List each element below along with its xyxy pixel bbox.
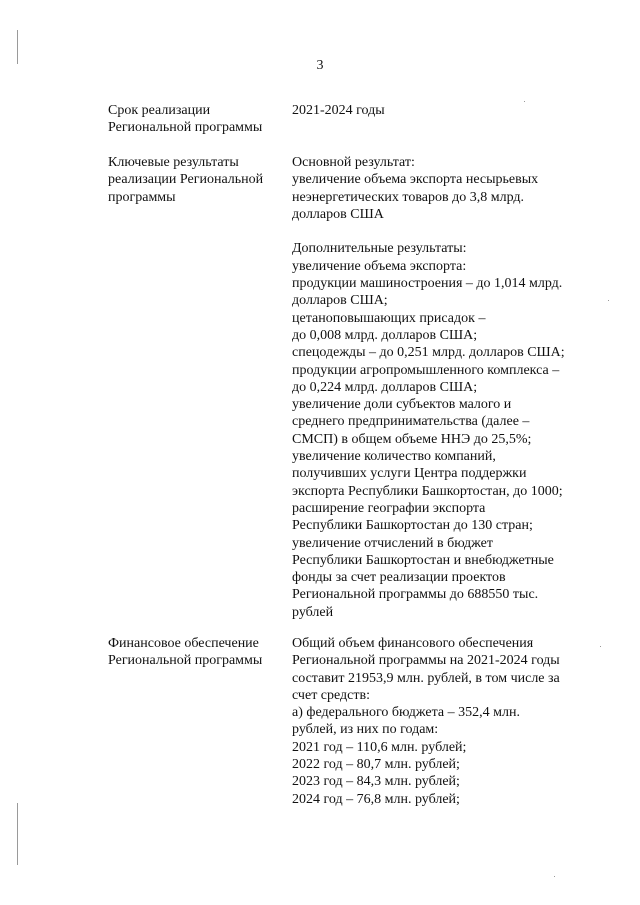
value-line: экспорта Республики Башкортостан, до 1000;	[292, 483, 563, 499]
value-line: получивших услуги Центра поддержки	[292, 466, 527, 482]
value-line: неэнергетических товаров до 3,8 млрд.	[292, 189, 525, 205]
value-line: фонды за счет реализации проектов	[292, 570, 506, 586]
value-line: увеличение доли субъектов малого и	[292, 397, 512, 413]
value-line: увеличение количество компаний,	[292, 449, 496, 465]
row-value	[292, 154, 612, 621]
value-line: долларов США;	[292, 293, 388, 309]
value-line: 2021-2024 годы	[292, 103, 385, 118]
value-line: Дополнительные результаты:	[292, 241, 467, 257]
value-line: продукции машиностроения – до 1,014 млрд.	[292, 276, 563, 292]
row-label	[108, 102, 288, 137]
page-number: 3	[316, 58, 324, 73]
value-line: рублей	[292, 604, 334, 620]
scan-speck	[554, 876, 555, 877]
value-line: Республики Башкортостан до 130 стран;	[292, 518, 533, 534]
label-line: Региональной программы	[108, 653, 263, 669]
row-value	[292, 635, 612, 808]
label-line: Финансовое обеспечение	[108, 636, 259, 651]
value-line: Региональной программы до 688550 тыс.	[292, 587, 539, 603]
label-line: Региональной программы	[108, 120, 263, 136]
value-line: увеличение отчислений в бюджет	[292, 535, 493, 551]
row-label	[108, 635, 288, 670]
label-line: Срок реализации	[108, 103, 211, 118]
label-line: реализации Региональной	[108, 172, 264, 188]
value-line: долларов США	[292, 206, 384, 222]
value-line: цетаноповышающих присадок –	[292, 310, 486, 326]
label-line: Ключевые результаты	[108, 155, 239, 170]
value-line: увеличение объема экспорта:	[292, 258, 467, 274]
value-line: Основной результат:	[292, 155, 415, 170]
value-line: Региональной программы на 2021-2024 годы	[292, 653, 560, 669]
value-line: Общий объем финансового обеспечения	[292, 636, 534, 651]
value-line: СМСП) в общем объеме ННЭ до 25,5%;	[292, 431, 532, 447]
value-line: счет средств:	[292, 687, 371, 703]
value-line: спецодежды – до 0,251 млрд. долларов США;	[292, 345, 565, 361]
value-line: а) федерального бюджета – 352,4 млн.	[292, 705, 520, 721]
label-line: программы	[108, 189, 176, 205]
row-value	[292, 102, 612, 119]
value-line: рублей, из них по годам:	[292, 722, 439, 738]
value-line: до 0,224 млрд. долларов США;	[292, 379, 478, 395]
value-line: среднего предпринимательства (далее –	[292, 414, 530, 430]
scan-edge-mark-bottom	[17, 803, 18, 865]
paragraph-gap	[292, 223, 612, 240]
value-line: расширение географии экспорта	[292, 500, 486, 516]
value-line: 2022 год – 80,7 млн. рублей;	[292, 757, 460, 773]
value-line: составит 21953,9 млн. рублей, в том числе за	[292, 670, 560, 686]
value-line: 2023 год – 84,3 млн. рублей;	[292, 774, 460, 790]
value-line: 2024 год – 76,8 млн. рублей;	[292, 791, 460, 807]
value-line: продукции агропромышленного комплекса –	[292, 362, 560, 378]
value-line: увеличение объема экспорта несырьевых	[292, 172, 539, 188]
value-line: Республики Башкортостан и внебюджетные	[292, 552, 554, 568]
row-label	[108, 154, 288, 206]
value-line: до 0,008 млрд. долларов США;	[292, 327, 478, 343]
value-line: 2021 год – 110,6 млн. рублей;	[292, 739, 467, 755]
